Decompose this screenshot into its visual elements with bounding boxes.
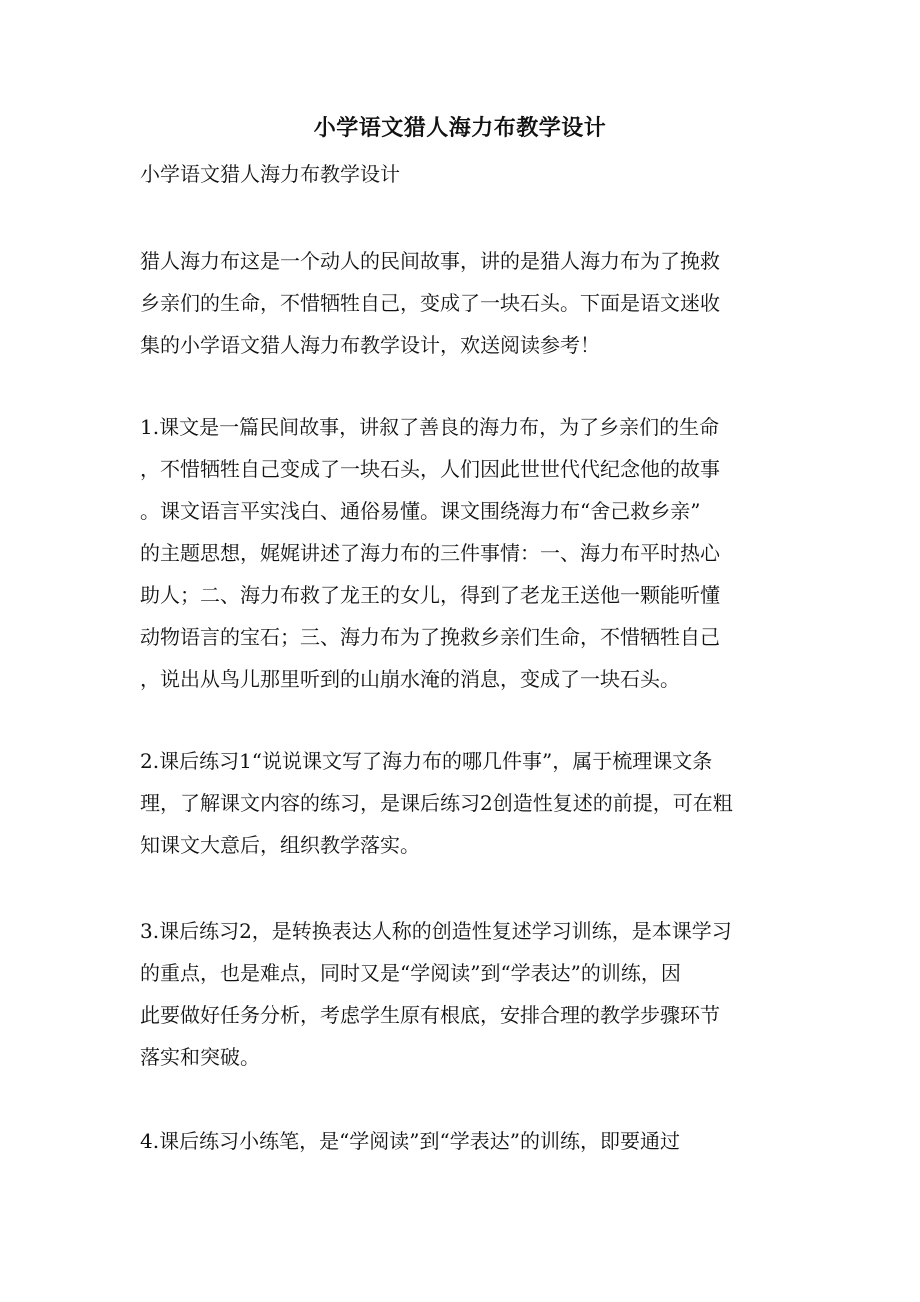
text-line: 此要做好任务分析，考虑学生原有根底，安排合理的教学步骤环节 [140, 1003, 720, 1027]
text-line: 落实和突破。 [140, 1045, 260, 1069]
document-subtitle: 小学语文猎人海力布教学设计 [140, 162, 400, 186]
text-line: 集的小学语文猎人海力布教学设计，欢送阅读参考！ [140, 333, 600, 357]
text-line: 。课文语言平实浅白、通俗易懂。课文围绕海力布“舍己救乡亲” [140, 499, 701, 523]
intro-paragraph [140, 240, 780, 366]
text-line: ，不惜牺牲自己变成了一块石头，人们因此世世代代纪念他的故事 [140, 457, 720, 481]
document-title: 小学语文猎人海力布教学设计 [313, 115, 607, 141]
text-line: 知课文大意后，组织教学落实。 [140, 833, 420, 857]
paragraph-4 [140, 1120, 780, 1162]
text-line: 3.课后练习2，是转换表达人称的创造性复述学习训练，是本课学习 [140, 919, 732, 943]
text-line: 4.课后练习小练笔，是“学阅读”到“学表达”的训练，即要通过 [140, 1129, 680, 1153]
paragraph-1 [140, 406, 780, 700]
text-line: 2.课后练习1“说说课文写了海力布的哪几件事”，属于梳理课文条 [140, 749, 713, 773]
text-line: 猎人海力布这是一个动人的民间故事，讲的是猎人海力布为了挽救 [140, 249, 720, 273]
text-line: 理，了解课文内容的练习，是课后练习2创造性复述的前提，可在粗 [140, 791, 733, 815]
text-line: 乡亲们的生命，不惜牺牲自己，变成了一块石头。下面是语文迷收 [140, 291, 720, 315]
text-line: 动物语言的宝石；三、海力布为了挽救乡亲们生命，不惜牺牲自己 [140, 625, 720, 649]
text-line: 1.课文是一篇民间故事，讲叙了善良的海力布，为了乡亲们的生命 [140, 415, 720, 439]
paragraph-3 [140, 910, 780, 1078]
text-line: ，说出从鸟儿那里听到的山崩水淹的消息，变成了一块石头。 [140, 667, 680, 691]
paragraph-2 [140, 740, 780, 866]
text-line: 的主题思想，娓娓讲述了海力布的三件事情：一、海力布平时热心 [140, 541, 720, 565]
text-line: 助人；二、海力布救了龙王的女儿，得到了老龙王送他一颗能听懂 [140, 583, 720, 607]
text-line: 的重点，也是难点，同时又是“学阅读”到“学表达”的训练，因 [140, 961, 681, 985]
